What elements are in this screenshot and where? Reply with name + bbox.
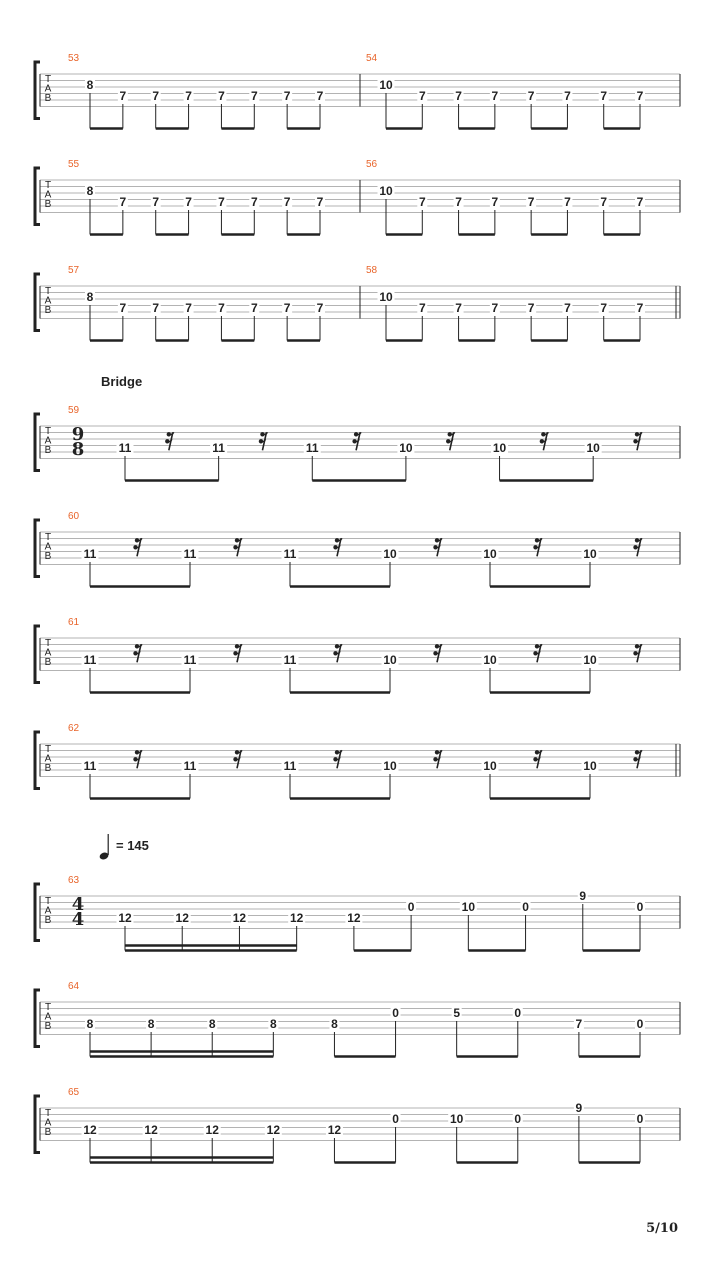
fret-number: 7 — [418, 195, 426, 209]
sixteenth-rest — [259, 432, 268, 450]
tab-clef-letter: T — [44, 1108, 52, 1119]
tab-clef-letter: T — [44, 744, 52, 755]
fret-number: 7 — [119, 301, 127, 315]
fret-number: 7 — [636, 89, 644, 103]
fret-number: 12 — [118, 911, 132, 925]
tab-clef-letter: A — [44, 905, 52, 917]
fret-number: 9 — [575, 1101, 583, 1115]
fret-number: 7 — [316, 195, 324, 209]
fret-number: 7 — [418, 89, 426, 103]
measure-number: 64 — [68, 981, 80, 992]
fret-number: 7 — [283, 195, 291, 209]
tab-clef-letter: A — [44, 295, 52, 307]
fret-number: 11 — [118, 441, 132, 455]
tab-clef-letter: B — [44, 445, 52, 456]
time-signature-top: 4 — [71, 894, 85, 915]
tab-clef-letter: T — [44, 532, 52, 543]
page-number: 5/10 — [646, 1221, 678, 1236]
sixteenth-rest — [533, 538, 542, 556]
section-label: Bridge — [101, 374, 143, 389]
tab-clef-letter: A — [44, 647, 52, 659]
fret-number: 7 — [455, 89, 462, 103]
tab-system — [35, 159, 680, 235]
fret-number: 11 — [83, 653, 97, 667]
system-bracket — [35, 1096, 40, 1153]
tab-clef-letter: B — [44, 915, 52, 926]
tab-system — [35, 617, 680, 693]
tab-clef-letter: B — [44, 93, 52, 104]
tab-clef-letter: B — [44, 199, 52, 210]
sixteenth-rest — [333, 538, 342, 556]
tab-system — [35, 981, 680, 1057]
fret-number: 10 — [379, 78, 393, 92]
fret-number: 7 — [218, 301, 225, 315]
fret-number: 7 — [119, 89, 127, 103]
time-signature-bottom: 8 — [71, 439, 85, 460]
measure — [68, 617, 680, 693]
tab-system — [35, 265, 680, 341]
tab-clef-letter: A — [44, 83, 52, 95]
sixteenth-rest — [533, 750, 542, 768]
time-signature-top: 9 — [71, 424, 85, 445]
fret-number: 7 — [250, 301, 258, 315]
fret-number: 5 — [453, 1006, 461, 1020]
tempo-marking: = 145 — [116, 838, 149, 853]
measure-number: 61 — [68, 617, 80, 628]
tab-clef-letter: A — [44, 435, 52, 447]
fret-number: 7 — [218, 195, 225, 209]
measure-number: 54 — [366, 53, 378, 64]
fret-number: 7 — [316, 89, 324, 103]
system-bracket — [35, 520, 40, 577]
fret-number: 7 — [491, 301, 499, 315]
measure — [366, 53, 680, 129]
sixteenth-rest — [433, 644, 442, 662]
fret-number: 11 — [283, 759, 297, 773]
sixteenth-rest — [233, 750, 242, 768]
fret-number: 12 — [327, 1123, 342, 1137]
fret-number: 0 — [522, 900, 529, 914]
fret-number: 10 — [583, 653, 597, 667]
measure — [68, 511, 680, 587]
tab-clef-letter: T — [44, 426, 52, 437]
fret-number: 10 — [379, 290, 393, 304]
fret-number: 0 — [514, 1006, 522, 1020]
measure-number: 59 — [68, 405, 80, 416]
fret-number: 7 — [250, 195, 258, 209]
tab-clef-letter: B — [44, 1021, 52, 1032]
measure — [68, 1087, 680, 1163]
system-bracket — [35, 274, 40, 331]
fret-number: 0 — [514, 1112, 522, 1126]
measure — [68, 981, 680, 1057]
tab-clef-letter: B — [44, 657, 52, 668]
tab-clef-letter: B — [44, 551, 52, 562]
time-signature-bottom: 4 — [71, 909, 85, 930]
fret-number: 10 — [399, 441, 413, 455]
fret-number: 7 — [185, 89, 192, 103]
measure-number: 63 — [68, 875, 80, 886]
fret-number: 10 — [383, 759, 397, 773]
tab-clef-letter: A — [44, 753, 52, 765]
sixteenth-rest — [133, 644, 142, 662]
fret-number: 11 — [305, 441, 319, 455]
fret-number: 12 — [266, 1123, 281, 1137]
fret-number: 0 — [636, 1112, 644, 1126]
fret-number: 7 — [152, 301, 160, 315]
fret-number: 7 — [564, 301, 571, 315]
fret-number: 8 — [86, 78, 94, 92]
fret-number: 7 — [455, 301, 462, 315]
system-bracket — [35, 414, 40, 471]
fret-number: 12 — [289, 911, 304, 925]
tab-clef-letter: T — [44, 638, 52, 649]
fret-number: 7 — [564, 89, 571, 103]
tab-system — [35, 374, 680, 481]
fret-number: 7 — [564, 195, 571, 209]
system-bracket — [35, 884, 40, 941]
measure-number: 53 — [68, 53, 80, 64]
sixteenth-rest — [633, 538, 642, 556]
fret-number: 10 — [449, 1112, 464, 1126]
fret-number: 7 — [418, 301, 426, 315]
sixteenth-rest — [633, 432, 642, 450]
tab-clef-letter: A — [44, 541, 52, 553]
measure — [68, 405, 680, 481]
measure-number: 62 — [68, 723, 80, 734]
fret-number: 7 — [152, 195, 160, 209]
fret-number: 11 — [212, 441, 225, 455]
fret-number: 10 — [586, 441, 600, 455]
fret-number: 9 — [579, 889, 587, 903]
measure — [68, 723, 680, 799]
measure-number: 58 — [366, 265, 378, 276]
tab-clef-letter: T — [44, 286, 52, 297]
tab-system — [35, 511, 680, 587]
system-bracket — [35, 732, 40, 789]
fret-number: 12 — [144, 1123, 158, 1137]
sixteenth-rest — [433, 538, 442, 556]
tab-system — [35, 834, 680, 951]
fret-number: 10 — [383, 653, 397, 667]
fret-number: 7 — [636, 301, 644, 315]
measure-number: 56 — [366, 159, 378, 170]
fret-number: 7 — [600, 195, 608, 209]
fret-number: 10 — [383, 547, 397, 561]
fret-number: 7 — [527, 301, 535, 315]
tab-clef-letter: T — [44, 1002, 52, 1013]
sixteenth-rest — [433, 750, 442, 768]
fret-number: 11 — [183, 653, 197, 667]
measure-number: 65 — [68, 1087, 80, 1098]
fret-number: 8 — [86, 184, 94, 198]
fret-number: 10 — [483, 547, 497, 561]
fret-number: 7 — [636, 195, 644, 209]
tab-system — [35, 1087, 680, 1163]
measure — [68, 875, 680, 951]
sixteenth-rest — [533, 644, 542, 662]
fret-number: 10 — [583, 759, 597, 773]
fret-number: 7 — [218, 89, 225, 103]
fret-number: 10 — [492, 441, 507, 455]
fret-number: 10 — [583, 547, 597, 561]
system-bracket — [35, 990, 40, 1047]
sixteenth-rest — [540, 432, 549, 450]
sixteenth-rest — [352, 432, 361, 450]
fret-number: 7 — [316, 301, 324, 315]
fret-number: 8 — [269, 1017, 277, 1031]
measure — [366, 159, 680, 235]
fret-number: 7 — [527, 89, 535, 103]
fret-number: 10 — [379, 184, 393, 198]
measure-number: 57 — [68, 265, 80, 276]
system-bracket — [35, 168, 40, 225]
tab-clef-letter: A — [44, 1011, 52, 1023]
fret-number: 7 — [250, 89, 258, 103]
fret-number: 12 — [83, 1123, 97, 1137]
sixteenth-rest — [233, 644, 242, 662]
fret-number: 0 — [407, 900, 415, 914]
fret-number: 7 — [491, 89, 499, 103]
fret-number: 12 — [347, 911, 361, 925]
fret-number: 8 — [208, 1017, 216, 1031]
sixteenth-rest — [233, 538, 242, 556]
tab-system — [35, 723, 680, 799]
sixteenth-rest — [633, 644, 642, 662]
fret-number: 8 — [86, 1017, 94, 1031]
measure-number: 55 — [68, 159, 80, 170]
fret-number: 11 — [283, 547, 297, 561]
tab-clef-letter: B — [44, 305, 52, 316]
fret-number: 0 — [636, 900, 644, 914]
fret-number: 7 — [152, 89, 160, 103]
measure — [68, 53, 360, 129]
sixteenth-rest — [446, 432, 455, 450]
fret-number: 8 — [86, 290, 94, 304]
fret-number: 11 — [83, 759, 97, 773]
fret-number: 8 — [331, 1017, 338, 1031]
tab-clef-letter: T — [44, 74, 52, 85]
tab-system — [35, 53, 680, 129]
fret-number: 7 — [185, 195, 192, 209]
fret-number: 11 — [183, 759, 197, 773]
tab-clef-letter: A — [44, 1117, 52, 1129]
sixteenth-rest — [165, 432, 174, 450]
measure — [68, 159, 360, 235]
fret-number: 7 — [185, 301, 192, 315]
measure — [68, 265, 360, 341]
fret-number: 7 — [455, 195, 462, 209]
fret-number: 8 — [147, 1017, 155, 1031]
fret-number: 12 — [205, 1123, 219, 1137]
fret-number: 12 — [175, 911, 189, 925]
fret-number: 11 — [283, 653, 297, 667]
system-bracket — [35, 626, 40, 683]
fret-number: 12 — [232, 911, 247, 925]
fret-number: 0 — [392, 1112, 399, 1126]
tab-clef-letter: T — [44, 896, 52, 907]
fret-number: 7 — [119, 195, 127, 209]
fret-number: 10 — [483, 759, 497, 773]
tab-clef-letter: B — [44, 1127, 52, 1138]
measure — [366, 265, 680, 341]
fret-number: 0 — [636, 1017, 644, 1031]
sixteenth-rest — [133, 538, 142, 556]
fret-number: 7 — [283, 301, 291, 315]
fret-number: 10 — [461, 900, 476, 914]
sixteenth-rest — [133, 750, 142, 768]
sixteenth-rest — [633, 750, 642, 768]
quarter-note-icon — [99, 834, 110, 861]
fret-number: 7 — [527, 195, 535, 209]
fret-number: 7 — [491, 195, 499, 209]
sixteenth-rest — [333, 644, 342, 662]
fret-number: 0 — [392, 1006, 399, 1020]
fret-number: 7 — [575, 1017, 583, 1031]
fret-number: 7 — [600, 301, 608, 315]
system-bracket — [35, 62, 40, 119]
sixteenth-rest — [333, 750, 342, 768]
fret-number: 11 — [83, 547, 97, 561]
fret-number: 10 — [483, 653, 497, 667]
tab-clef-letter: T — [44, 180, 52, 191]
fret-number: 11 — [183, 547, 197, 561]
fret-number: 7 — [283, 89, 291, 103]
fret-number: 7 — [600, 89, 608, 103]
measure-number: 60 — [68, 511, 80, 522]
tab-clef-letter: B — [44, 763, 52, 774]
tab-clef-letter: A — [44, 189, 52, 201]
